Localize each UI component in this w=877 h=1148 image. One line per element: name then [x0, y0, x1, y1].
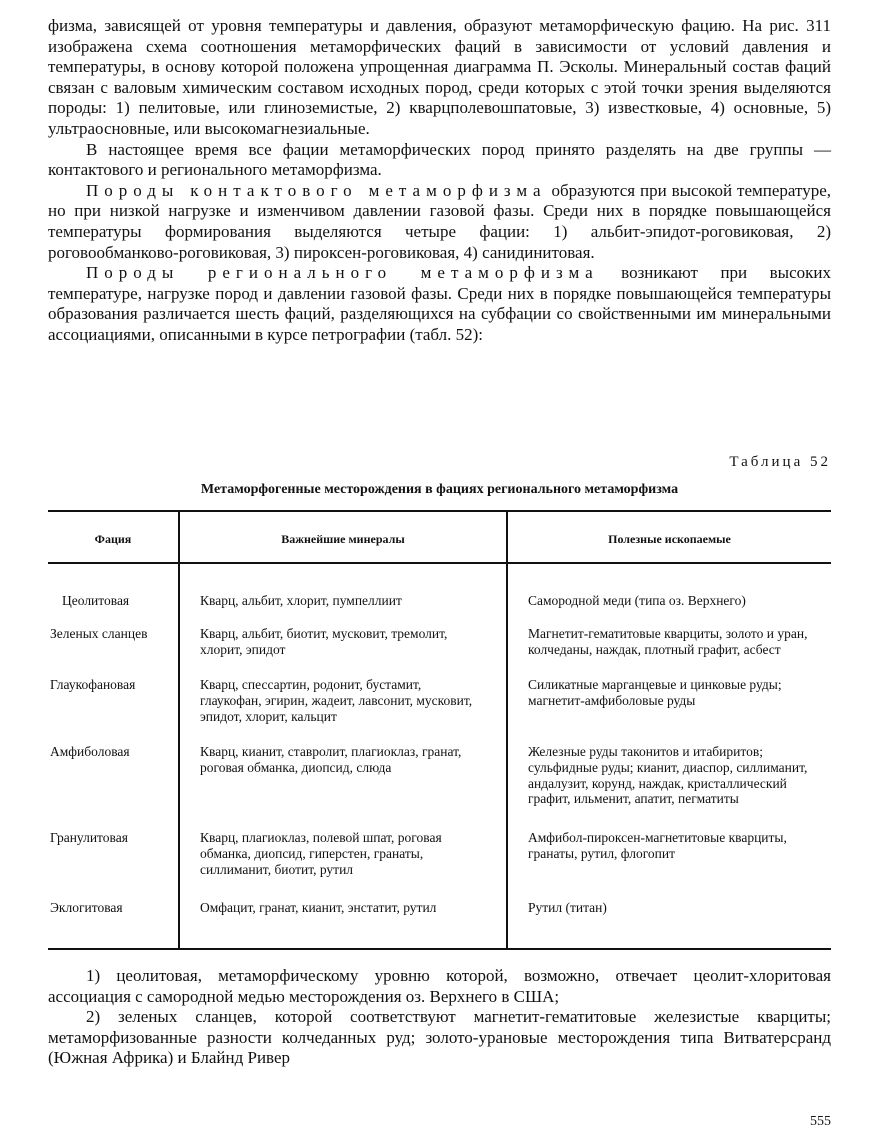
table-row-deposits: Магнетит-гематитовые кварциты, золото и уран, колчеданы, наждак, плотный графит, асбест	[528, 626, 808, 657]
table-row-deposits: Самородной меди (типа оз. Верхнего)	[528, 593, 746, 608]
table-header-rule	[48, 562, 831, 564]
table-row-deposits: Рутил (титан)	[528, 900, 607, 915]
table-col-divider-2	[506, 510, 508, 948]
main-text	[48, 16, 831, 346]
table-col-divider-1	[178, 510, 180, 948]
table-row-deposits: Амфибол-пироксен-магнетитовые кварциты, гранаты, рутил, флогопит	[528, 830, 787, 861]
header-facies: Фация	[94, 532, 132, 546]
facies-table	[48, 510, 831, 950]
table-label: Таблица 52	[729, 454, 831, 470]
intro-paragraph-1: физма, зависящей от уровня температуры и давления, образуют метаморфическую фацию. На рис. 311 изображена схема соотношения метаморфических фаций в зависимости от условий давления и температуры, в основу которой положена упрощенная диаграмма П. Эсколы. Минеральный состав фаций связан с валовым химическим составом исходных пород, среди которых с этой точки зрения выделяются породы: 1) пелитовые, или глиноземистые, 2) кварцполевошпатовые, 3) известковые, 4) основные, 5) ультраосновные, или высокомагнезиальные.	[48, 16, 831, 138]
header-deposits: Полезные ископаемые	[608, 532, 731, 546]
regional-text: возникают при высоких температуре, нагрузке пород и давлении газовой фазы. Среди них в порядке повышающейся температуры образования различается шесть фаций, разделяющихся на субфации со свойственными им минеральными ассоциациями, описанными в курсе петрографии (табл. 52):	[48, 263, 831, 344]
page-number: 555	[810, 1114, 831, 1129]
table-row-minerals: Кварц, спессартин, родонит, бустамит, глаукофан, эгирин, жадеит, лавсонит, мусковит, эпидот, хлорит, кальцит	[200, 677, 473, 724]
regional-spaced-term: Породы регионального метаморфизма	[86, 263, 599, 283]
table-row-minerals: Омфацит, гранат, кианит, энстатит, рутил	[200, 900, 437, 915]
table-row-facies: Амфиболовая	[50, 744, 130, 759]
table-row-facies: Эклогитовая	[50, 900, 123, 915]
table-top-rule	[48, 510, 831, 512]
table-row-facies: Цеолитовая	[62, 593, 130, 608]
table-row-minerals: Кварц, альбит, биотит, мусковит, тремолит, хлорит, эпидот	[200, 626, 448, 657]
header-minerals: Важнейшие минералы	[281, 532, 405, 546]
list-text	[48, 966, 831, 1069]
list-item-2: 2) зеленых сланцев, которой соответствуют магнетит-гематитовые железистые кварциты; метаморфизованные разности колчеданных руд; золото-урановые месторождения типа Витватерсранд (Южная Африка) и Блайнд Ривер	[48, 1007, 831, 1068]
list-item-1: 1) цеолитовая, метаморфическому уровню которой, возможно, отвечает цеолит-хлоритовая ассоциация с самородной медью месторождения оз. Верхнего в США;	[48, 966, 831, 1006]
regional-paragraph	[48, 263, 831, 345]
intro-paragraph-2: В настоящее время все фации метаморфических пород принято разделять на две группы — контактового и регионального метаморфизма.	[48, 139, 831, 180]
table-row-deposits: Железные руды таконитов и итабиритов; сульфидные руды; кианит, диаспор, силлиманит, андалузит, корунд, наждак, кристаллический графит, ильменит, апатит, пегматиты	[528, 744, 808, 807]
table-row-minerals: Кварц, кианит, ставролит, плагиоклаз, гранат, роговая обманка, диопсид, слюда	[200, 744, 462, 775]
table-row-minerals: Кварц, плагиоклаз, полевой шпат, роговая обманка, диопсид, гиперстен, гранаты, силлиманит, биотит, рутил	[200, 830, 442, 877]
table-title: Метаморфогенные месторождения в фациях регионального метаморфизма	[200, 482, 679, 497]
table-row-facies: Гранулитовая	[50, 830, 128, 845]
table-row-facies: Зеленых сланцев	[50, 626, 148, 641]
table-row-minerals: Кварц, альбит, хлорит, пумпеллиит	[200, 593, 402, 608]
table-row-facies: Глаукофановая	[50, 677, 136, 692]
table-row-deposits: Силикатные марганцевые и цинковые руды; магнетит-амфиболовые руды	[528, 677, 782, 708]
contact-paragraph	[48, 181, 831, 263]
contact-text: образуются при высокой температуре, но при низкой нагрузке и изменчивом давлении газовой фазы. Среди них в порядке повышающейся температуры формирования выделяются четыре фации: 1) альбит-эпидот-роговиковая, 2) роговообманково-роговиковая, 3) пироксен-роговиковая, 4) санидинитовая.	[48, 180, 831, 262]
contact-spaced-term: Породы контактового метаморфизма	[86, 180, 547, 200]
table-bottom-rule	[48, 948, 831, 950]
